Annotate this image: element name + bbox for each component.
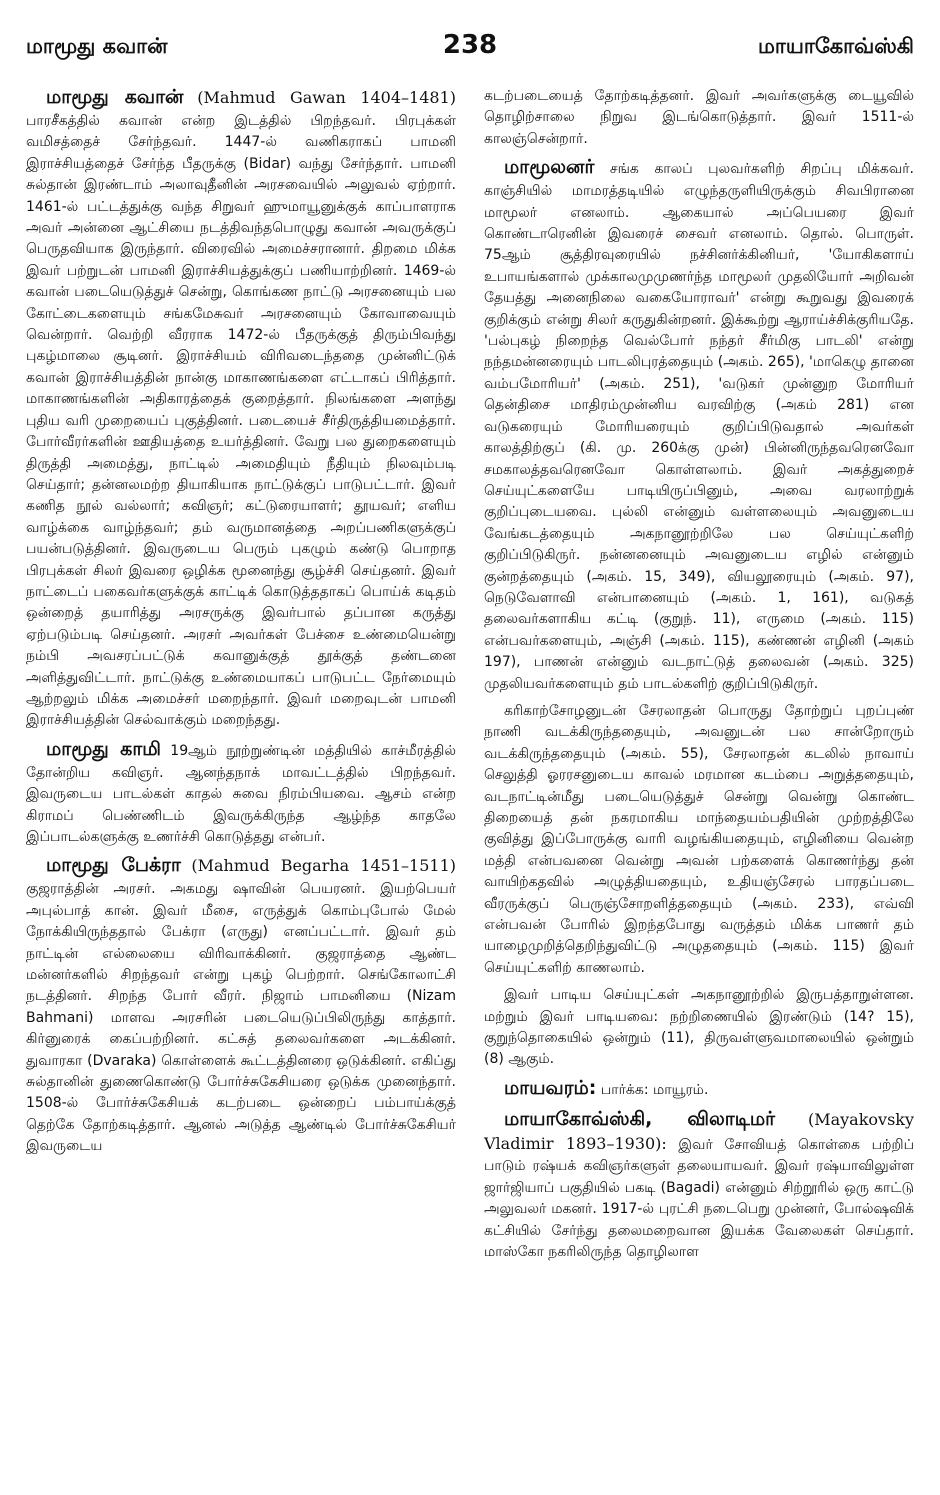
left-column bbox=[26, 86, 456, 1471]
entry-mahmud-gami bbox=[26, 738, 456, 849]
entry-body: கடற்படையைத் தோற்கடித்தனர். இவர் அவர்களுக்கு டையூவில் தொழிற்சாலை நிறுவ இடங்கொடுத்தார். இவர் 1511-ல் காலஞ்சென்றார். bbox=[484, 88, 914, 147]
entry-headword: மாயவரம்: bbox=[504, 1076, 597, 1099]
entry-headword: மாமூது கவான் bbox=[46, 86, 184, 108]
entry-mamulanar-para-2 bbox=[484, 701, 914, 979]
entry-mamulanar-para-3 bbox=[484, 985, 914, 1071]
entry-mahmud-gawan bbox=[26, 86, 456, 732]
entry-body: பாரசீகத்தில் கவான் என்ற இடத்தில் பிறந்தவர். பிரபுக்கள் வமிசத்தைச் சேர்ந்தவர். 1447-ல் வணிகராகப் பாமனி இராச்சியத்தைச் சேர்ந்த பீதருக்கு (Bidar) வந்து சேர்ந்தார். பாமனி சுல்தான் இரண்டாம் அலாவுதீனின் அரசவையில் அலுவல் ஏற்றார். 1461-ல் பட்டத்துக்கு வந்த சிறுவர் ஹுமாயூனுக்குக் காப்பாளராக அவர் அன்னை ஆட்சியை நடத்திவந்தபொழுது கவான் அவருக்குப் பெருதவியாக இருந்தார். விரைவில் அமைச்சரானார். திறமை மிக்க இவர் பற்றுடன் பாமனி இராச்சியத்துக்குப் பணியாற்றினர். 1469-ல் கவான் படையெடுத்துச் சென்று, கொங்கண நாட்டு அரசனையும் பல கோட்டைகளையும் சங்கமேசுவர் அரசனையும் கோவாவையும் வென்றார். வெற்றி வீரராக 1472-ல் பீதருக்குத் திரும்பிவந்து புகழ்மாலை சூடினர். இராச்சியம் விரிவடைந்ததை முன்னிட்டுக் கவான் இராச்சியத்தின் நான்கு மாகாணங்களை எட்டாகப் பிரித்தார். மாகாணங்களின் அதிகாரத்தைக் குறைத்தார். நிலங்களை அளந்து புதிய வரி முறையைப் புகுத்தினர். படையைச் சீர்திருத்தியமைத்தார். போர்வீரர்களின் ஊதியத்தை உயர்த்தினர். வேறு பல துறைகளையும் திருத்தி அமைத்து, நாட்டில் அமைதியும் நீதியும் நிலவும்படி செய்தார்; தன்னலமற்ற தியாகியாக நாட்டுக்குப் பாடுபட்டார். இவர் கணித நூல் வல்லார்; கவிஞர்; கட்டுரையாளர்; தூயவர்; எளிய வாழ்க்கை வாழ்ந்தவர்; தம் வருமானத்தை அறப்பணிகளுக்குப் பயன்படுத்தினர். இவருடைய பெரும் புகழும் கண்டு பொறாத பிரபுக்கள் சிலர் இவரை ஒழிக்க மூனைந்து சூழ்ச்சி செய்தனர். இவர் நாட்டைப் பகைவர்களுக்குக் காட்டிக் கொடுத்ததாகப் பொய்க் கடிதம் ஒன்றைத் தயாரித்து அரசருக்கு இவர்பால் தப்பான கருத்து ஏற்படும்படி செய்தனர். அரசர் அவர்கள் பேச்சை உண்மையென்று நம்பி அவசரப்பட்டுக் கவானுக்குத் தூக்குத் தண்டனை அளித்துவிட்டார். நாட்டுக்கு உண்மையாகப் பாடுபட்ட நேர்மையும் ஆற்றலும் மிக்க அமைச்சர் மறைந்தார். இவர் மறைவுடன் பாமனி இராச்சியத்தின் செல்வாக்கும் மறைந்தது. bbox=[26, 113, 456, 729]
running-head-right: மாயாகோவ்ஸ்கி bbox=[757, 34, 914, 58]
right-column bbox=[484, 86, 914, 1471]
entry-mahmud-begarha bbox=[26, 854, 456, 1157]
entry-english-name: (Mahmud Gawan 1404–1481) bbox=[197, 88, 456, 107]
running-head bbox=[26, 30, 914, 70]
entry-mayakovsky bbox=[484, 1108, 914, 1263]
entry-body: இவர் பாடிய செய்யுட்கள் அகநானூற்றில் இருபத்தாறுள்ளன. மற்றும் இவர் பாடியவை: நற்றிணையில் இரண்டும் (14? 15), குறுந்தொகையில் ஒன்றும் (11), திருவள்ளுவமாலையில் ஒன்றும் (8) ஆகும். bbox=[484, 987, 914, 1068]
entry-english-name: (Mahmud Begarha 1451–1511) bbox=[191, 856, 456, 876]
entry-body: சங்க காலப் புலவர்களிற் சிறப்பு மிக்கவர். காஞ்சியில் மாமரத்தடியில் எழுந்தருளியிருக்கும் சிவபிரானை மாமூலர் எனலாம். ஆகையால் அப்பெயரை இவர் கொண்டாரெனின் இவரைச் சைவர் எனலாம். தொல். பொருள். 75ஆம் சூத்திரவுரையில் நச்சினர்க்கினியர், 'யோகிகளாய் உபாயங்களால் முக்காலமுமுணர்ந்த மாமூலர் முதலியோர் அறிவன் தேயத்து அனைநிலை வகையோராவர்' என்று கூறுவது இவரைக் குறிக்கும் என்று சிலர் கருதுகின்றனர். இக்கூற்று ஆராய்ச்சிக்குரியதே. 'பல்புகழ் நிறைந்த வெல்போர் நந்தர் சீர்மிகு பாடலி' என்று நந்தமன்னரையும் பாடலிபுரத்தையும் (அகம். 265), 'மாகெழு தானை வம்பமோரியர்' (அகம். 251), 'வடுகர் முன்னுற மோரியர் தென்திசை மாதிரம்முன்னிய வரவிற்கு (அகம் 281) என வடுகரையும் மோரியரையும் குறிப்பிடுவதால் அவர்கள் காலத்திற்குப் (கி. மு. 260க்கு முன்) பின்னிருந்தவரெனவோ சமகாலத்தவரெனவோ கொள்ளலாம். இவர் அகத்துறைச் செய்யுட்களையே பாடியிருப்பினும், அவை வரலாற்றுக் குறிப்புடையவை. புல்லி என்னும் வள்ளலையும் அவனுடைய வேங்கடத்தையும் அகநானூற்றிலே பல செய்யுட்களிற் குறிப்பிடுகிருர். நன்னனையும் அவனுடைய எழில் என்னும் குன்றத்தையும் (அகம். 15, 349), வியலூரையும் (அகம். 97), நெடுவேளாவி என்பானையும் (அகம். 1, 161), வடுகத் தலைவர்களாகிய கட்டி (குறுந். 11), எருமை (அகம். 115) என்பவர்களையும், அஞ்சி (அகம். 115), கண்ணன் எழினி (அகம் 197), பாணன் என்னும் வடநாட்டுத் தலைவன் (அகம். 325) முதலியவர்களையும் தம் பாடல்களிற் குறிப்பிடுகிருர். bbox=[484, 161, 915, 692]
entry-body: இவர் சோவியத் கொள்கை பற்றிப் பாடும் ரஷ்யக் கவிஞர்களுள் தலையாயவர். இவர் ரஷ்யாவிலுள்ள ஜார்ஜியாப் பகுதியில் பகடி (Bagadi) என்னும் சிற்றூரில் ஒரு காட்டு அலுவலர் மகனர். 1917-ல் புரட்சி நடைபெறு முன்னர், போல்ஷவிக் கட்சியில் சேர்ந்து தலைமறைவான இயக்க வேலைகள் செய்தார். மாஸ்கோ நகரிலிருந்த தொழிலாள bbox=[484, 1136, 915, 1260]
entry-headword: மாமூது பேக்ரா bbox=[46, 854, 181, 877]
entry-body: 19ஆம் நூற்றுண்டின் மத்தியில் காச்மீரத்தில் தோன்றிய கவிஞர். ஆனந்தநாக் மாவட்டத்தில் பிறந்தவர். இவருடைய பாடல்கள் காதல் சுவை நிரம்பியவை. ஆசம் என்ற கிராமப் பெண்ணிடம் இவருக்கிருந்த ஆழ்ந்த காதலே இப்பாடல்களுக்கு உணர்ச்சி கொடுத்தது என்பர். bbox=[26, 742, 457, 845]
entry-headword: மாமூலனர் bbox=[504, 156, 595, 179]
page-number: 238 bbox=[442, 30, 498, 60]
text-columns bbox=[26, 86, 914, 1471]
entry-headword: மாமூது காமி bbox=[46, 737, 161, 760]
entry-body: பார்க்க: மாயூரம். bbox=[600, 1081, 709, 1098]
entry-mamulanar bbox=[484, 156, 914, 695]
entry-headword: மாயாகோவ்ஸ்கி, விலாடிமர் bbox=[504, 1107, 776, 1130]
entry-body: கரிகாற்சோழனுடன் சேரலாதன் பொருது தோற்றுப் புறப்புண் நாணி வடக்கிருந்ததையும், அவனுடன் பல சான்றோரும் வடக்கிருந்ததையும் (அகம். 55), சேரலாதன் கடலில் நாவாய் செலுத்தி ஓரரசனுடைய காவல் மரமான கடம்பை அறுத்ததையும், வடநாட்டின்மீது படையெடுத்துச் சென்று வென்று கொண்ட திறையைத் தன் நகரமாகிய மாந்தையம்பதியின் முற்றத்திலே குவித்து இப்போருக்கு வாரி வழங்கியதையும், எழினியை வென்ற மத்தி என்பவனை வென்று அவன் பற்களைக் கொணர்ந்து தன் வாயிற்கதவில் அழுத்தியதையும், உதியஞ்சேரல் பாரதப்படை வீரருக்குப் பெருஞ்சோறளித்ததையும் (அகம். 233), எவ்வி என்பவன் போரில் இறந்தபோது வருத்தம் மிக்க பாணர் தம் யாழைமுறித்தெறிந்துவிட்டு அழுததையும் (அகம். 115) இவர் செய்யுட்களிற் காணலாம். bbox=[484, 702, 914, 976]
entry-mayavaram bbox=[484, 1077, 914, 1102]
entry-english-name: (Mayakovsky Vladimir 1893–1930): bbox=[484, 1109, 915, 1153]
running-head-left: மாமூது கவான் bbox=[26, 34, 168, 58]
entry-body: குஜராத்தின் அரசர். அகமது ஷாவின் பெயரனர். இயற்பெயர் அபுல்பாத் கான். இவர் மீசை, எருத்துக் கொம்புபோல் மேல் நோக்கியிருந்ததால் பேக்ரா (எருது) எனப்பட்டார். இவர் தம் நாட்டின் எல்லையை விரிவாக்கினர். குஜராத்தை ஆண்ட மன்னர்களில் சிறந்தவர் என்று புகழ் பெற்றார். செங்கோலாட்சி நடத்தினர். சிறந்த போர் வீரர். நிஜாம் பாமனியை (Nizam Bahmani) மாளவ அரசரின் படையெடுப்பிலிருந்து காத்தார். கிர்னுரைக் கைப்பற்றினர். கட்சுத் தலைவர்களை அடக்கினர். துவாரகா (Dvaraka) கொள்ளைக் கூட்டத்தினரை ஒடுக்கினர். எகிப்து சுல்தானின் துணைகொண்டு போர்ச்சுகேசியரை ஒடுக்க முனைந்தார். 1508-ல் போர்ச்சுகேசியக் கடற்படை ஒன்றைப் பம்பாய்க்குத் தெற்கே தோற்கடித்தார். ஆனல் அடுத்த ஆண்டில் போர்ச்சுகேசியர் இவருடைய bbox=[26, 881, 456, 1155]
entry-continuation bbox=[484, 86, 914, 150]
